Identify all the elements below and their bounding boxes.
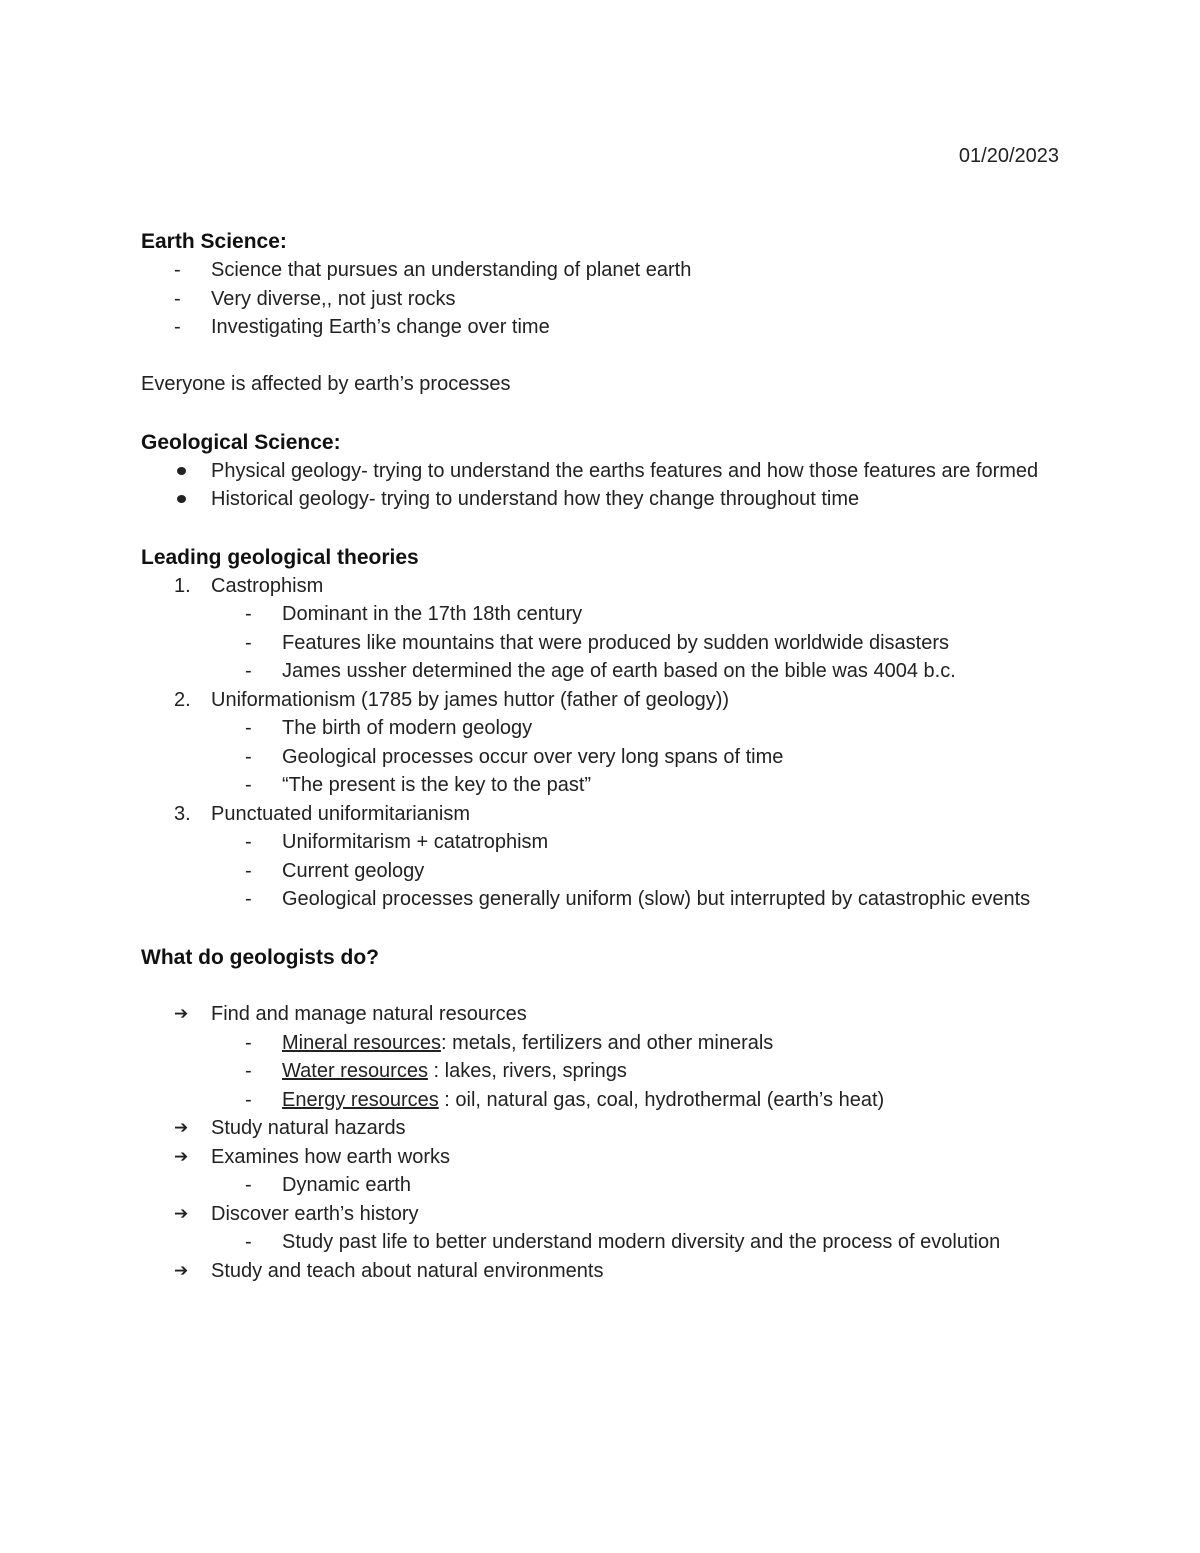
list-item-text: Science that pursues an understanding of planet earth [211,259,692,281]
notes-body [141,228,1061,1285]
dash-marker: - [245,1231,252,1253]
section-heading-earth-science: Earth Science: [141,230,287,253]
arrow-list-item [141,1114,1061,1143]
list-number: 3. [174,802,191,825]
list-item-text: Study natural hazards [211,1117,406,1139]
list-item-text: Discover earth’s history [211,1202,419,1225]
everyone-affected-text: Everyone is affected by earth’s processes [141,373,511,395]
sub-item-text: Uniformitarism + catatrophism [282,831,549,853]
list-number: 2. [174,688,191,711]
resource-description: : lakes, rivers, springs [427,1060,627,1082]
arrow-right-icon: ➔ [174,1203,189,1223]
list-number: 1. [174,574,191,597]
sub-list-item [141,1228,1061,1257]
sub-item-text: Features like mountains that were produced by sudden worldwide disasters [282,631,950,654]
date-label: 01/20/2023 [958,145,1059,167]
dash-marker: - [174,316,181,338]
sub-list-item [141,828,1061,857]
resource-term: Mineral resources [282,1031,441,1054]
theories-list [141,572,1061,914]
resource-description: : metals, fertilizers and other minerals [440,1031,774,1054]
section-heading-theories: Leading geological theories [141,545,419,569]
list-item [141,313,1061,342]
list-item [141,485,1061,514]
sub-list-item [141,1057,1061,1086]
list-item [141,256,1061,285]
sub-list-item [141,714,1061,743]
theory-item [141,572,1061,601]
dash-marker: - [245,660,252,682]
dash-marker: - [245,1060,252,1082]
sub-item-text: James ussher determined the age of earth based on the bible was 4004 b.c. [282,660,956,682]
sub-list-item [141,600,1061,629]
list-item-text: Examines how earth works [211,1145,450,1168]
arrow-right-icon: ➔ [174,1004,189,1023]
sub-list-item [141,1171,1061,1200]
theory-item [141,686,1061,715]
sub-list-item [141,657,1061,686]
dash-marker: - [174,287,181,310]
dash-marker: - [245,1174,252,1196]
list-item-text: Very diverse,, not just rocks [211,287,456,310]
bullet-dot-icon [177,495,186,503]
arrow-list-item [141,1143,1061,1172]
sub-list-item [141,771,1061,800]
sub-list-item [141,743,1061,772]
sub-list-item [141,885,1061,914]
arrow-list-item [141,1200,1061,1229]
dash-marker: - [245,774,252,796]
dash-marker: - [245,745,252,768]
resource-term: Energy resources [282,1088,439,1111]
sub-item-text: Dominant in the 17th 18th century [282,603,583,625]
list-item-text: Find and manage natural resources [211,1003,527,1025]
sub-list-item [141,629,1061,658]
dash-marker: - [245,717,252,739]
arrow-right-icon: ➔ [174,1118,189,1137]
sub-list-item [141,1086,1061,1115]
sub-item-text: Current geology [282,859,425,882]
earth-science-list [141,256,1061,342]
sub-list-item [141,857,1061,886]
dash-marker: - [245,603,252,625]
section-heading-geologists: What do geologists do? [141,945,379,969]
sub-item-text: Geological processes occur over very long spans of time [282,745,784,768]
arrow-right-icon: ➔ [174,1260,189,1280]
geological-science-list [141,457,1061,514]
sub-list-item [141,1029,1061,1058]
theory-item [141,800,1061,829]
list-item-text: Investigating Earth’s change over time [211,316,550,338]
sub-item-text: Study past life to better understand modern diversity and the process of evolution [282,1231,1001,1253]
sub-item-text: “The present is the key to the past” [282,774,592,796]
list-item-text: Historical geology- trying to understand how they change throughout time [211,488,860,510]
geologists-list [141,1000,1061,1285]
arrow-list-item [141,1000,1061,1029]
dash-marker: - [245,631,252,654]
arrow-right-icon: ➔ [174,1146,189,1166]
sub-item-text: Geological processes generally uniform (slow) but interrupted by catastrophic events [282,888,1031,910]
dash-marker: - [245,831,252,853]
resource-term: Water resources [282,1060,428,1082]
sub-item-text: Dynamic earth [282,1174,411,1196]
list-item-text: Physical geology- trying to understand the earths features and how those features are formed [211,459,1039,482]
arrow-list-item [141,1257,1061,1286]
dash-marker: - [245,859,252,882]
list-item [141,285,1061,314]
list-item [141,457,1061,486]
section-heading-geological-science: Geological Science: [141,430,341,454]
sub-item-text: The birth of modern geology [282,717,533,739]
bullet-dot-icon [177,467,186,475]
dash-marker: - [245,888,252,910]
resource-description: : oil, natural gas, coal, hydrothermal (earth’s heat) [438,1088,885,1111]
list-item-text: Study and teach about natural environments [211,1259,604,1282]
theory-label: Uniformationism (1785 by james huttor (father of geology)) [211,688,730,711]
dash-marker: - [174,259,181,281]
theory-label: Castrophism [211,574,324,597]
theory-label: Punctuated uniformitarianism [211,802,471,825]
dash-marker: - [245,1031,252,1054]
dash-marker: - [245,1088,252,1111]
